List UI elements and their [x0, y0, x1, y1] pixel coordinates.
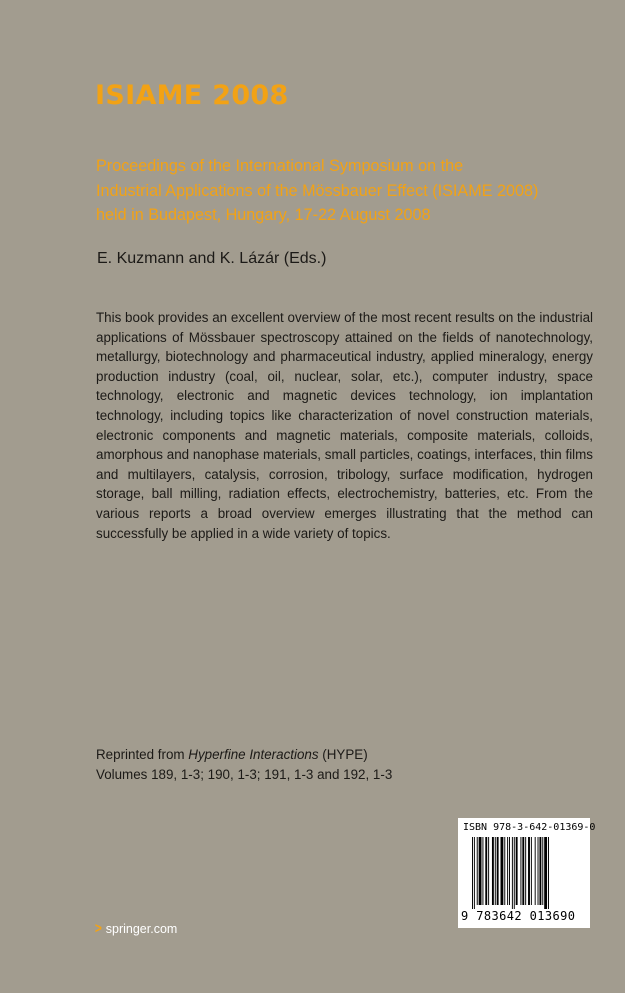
book-subtitle — [96, 154, 596, 228]
journal-name: Hyperfine Interactions — [188, 747, 319, 762]
barcode-bar — [525, 837, 526, 905]
barcode-bar — [501, 837, 504, 905]
reprint-suffix: (HYPE) — [318, 747, 368, 762]
barcode-bar — [539, 837, 541, 905]
barcode-bar — [488, 837, 489, 905]
chevron-right-icon: > — [94, 920, 102, 937]
barcode-bar — [522, 837, 524, 905]
reprint-source — [96, 745, 496, 765]
barcode-bar — [538, 837, 539, 905]
barcode-bar — [472, 837, 473, 909]
barcode-bar — [504, 837, 505, 905]
barcode-bar — [482, 837, 483, 905]
barcode-bar — [495, 837, 496, 905]
isbn-label: ISBN 978-3-642-01369-0 — [463, 822, 596, 833]
barcode-bars — [472, 837, 576, 909]
barcode-digits: 9 783642 013690 — [461, 909, 576, 923]
barcode-bar — [514, 837, 515, 909]
barcode-bar — [479, 837, 482, 905]
reprint-volumes: Volumes 189, 1-3; 190, 1-3; 191, 1-3 and 192, 1-3 — [96, 766, 393, 782]
barcode-bar — [497, 837, 499, 905]
barcode-bar — [544, 837, 547, 909]
barcode-bar — [528, 837, 530, 905]
barcode-bar — [492, 837, 494, 905]
barcode-bar — [477, 837, 478, 905]
barcode-bar — [507, 837, 508, 905]
barcode-bar — [531, 837, 532, 905]
book-title: ISIAME 2008 — [95, 80, 289, 111]
barcode-bar — [520, 837, 521, 905]
publisher-link[interactable] — [94, 920, 177, 937]
subtitle-line: Proceedings of the International Symposium on the — [96, 157, 464, 175]
book-description: This book provides an excellent overview of the most recent results on the industrial applications of Mössbauer spectroscopy attained on the fields of nanotechnology, metallurgy, biotechnology and pharmaceutical industry, applied mineralogy, energy production industry (coal, oil, nuclear, solar, etc.), computer industry, space technology, electronic and magnetic devices technology, ion implantation technology, including topics like characterization of novel construction materials, electronic components and magnetic materials, composite materials, colloids, amorphous and nanophase materials, small particles, coatings, interfaces, thin films and multilayers, catalysis, corrosion, tribology, surface modification, hydrogen storage, ball milling, radiation effects, electrochemistry, batteries, etc. From the various reports a broad overview emerges illustrating that the method can successfully be applied in a wide variety of topics. — [96, 310, 593, 541]
barcode-bar — [542, 837, 543, 905]
publisher-url: springer.com — [105, 922, 178, 936]
subtitle-line: held in Budapest, Hungary, 17-22 August 2008 — [96, 206, 431, 224]
barcode-bar — [474, 837, 475, 909]
barcode-bar — [485, 837, 487, 905]
editors-line: E. Kuzmann and K. Lázár (Eds.) — [97, 250, 327, 267]
barcode-bar — [509, 837, 510, 905]
barcode-bar — [548, 837, 549, 909]
barcode-bar — [516, 837, 518, 905]
isbn-barcode — [458, 818, 596, 928]
barcode-bar — [535, 837, 536, 905]
reprint-prefix: Reprinted from — [96, 747, 189, 762]
reprint-note — [96, 745, 496, 784]
barcode-bar — [512, 837, 513, 909]
subtitle-line: Industrial Applications of the Mössbauer Effect (ISIAME 2008) — [96, 181, 539, 200]
